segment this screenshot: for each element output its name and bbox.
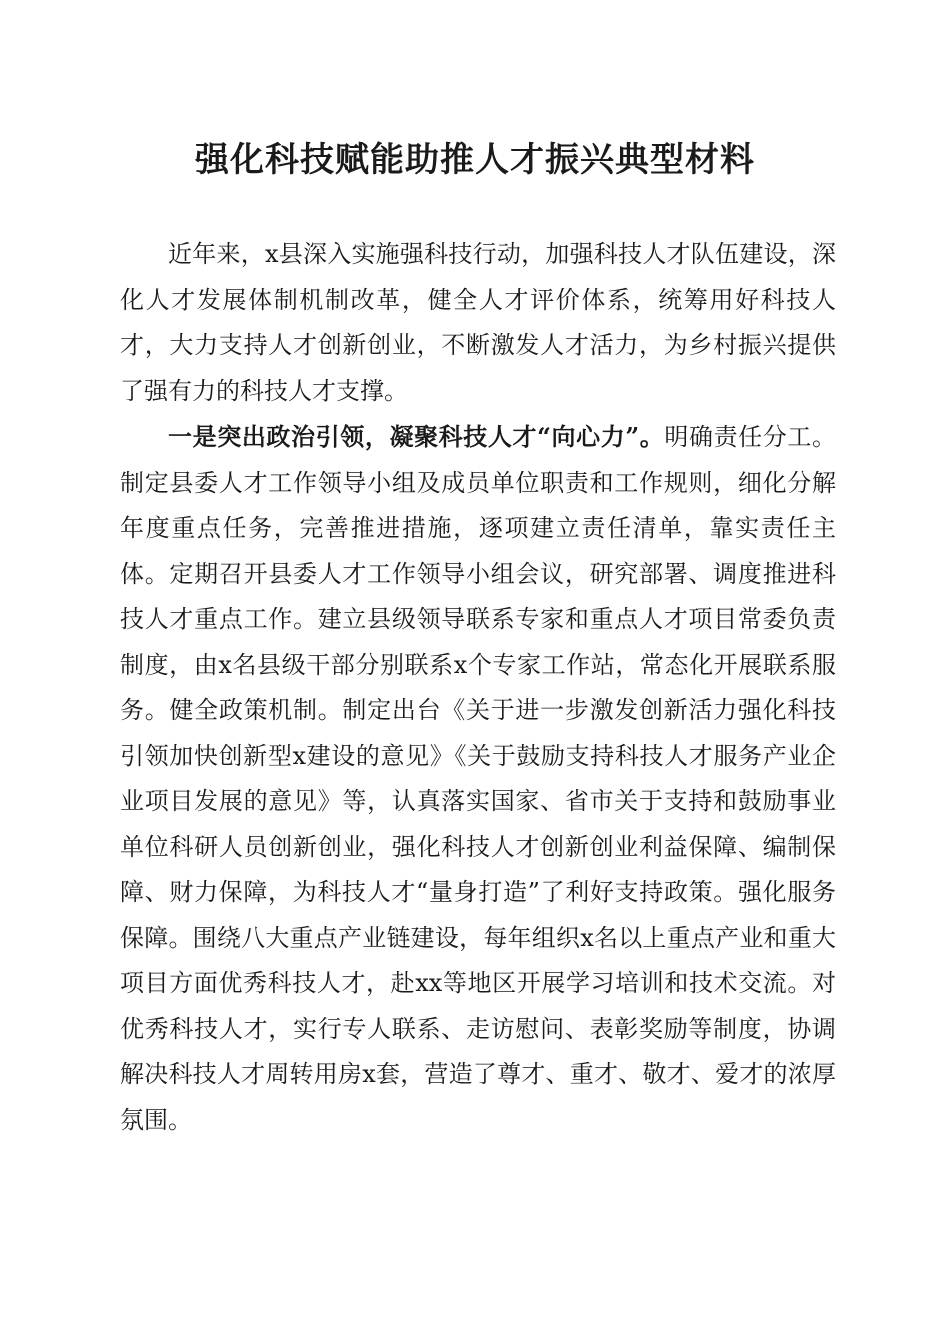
section-one-heading: 一是突出政治引领，凝聚科技人才“向心力”。 bbox=[168, 422, 665, 451]
intro-paragraph-text: 近年来，x县深入实施强科技行动，加强科技人才队伍建设，深化人才发展体制机制改革，健全人才评价体系，统筹用好科技人才，大力支持人才创新创业，不断激发人才活力，为乡村振兴提供了强有力的科技人才支撑。 bbox=[120, 240, 836, 405]
section-one-text: 明确责任分工。制定县委人才工作领导小组及成员单位职责和工作规则，细化分解年度重点任务，完善推进措施，逐项建立责任清单，靠实责任主体。定期召开县委人才工作领导小组会议，研究部署、调度推进科技人才重点工作。建立县级领导联系专家和重点人才项目常委负责制度，由x名县级干部分别联系x个专家工作站，常态化开展联系服务。健全政策机制。制定出台《关于进一步激发创新活力强化科技引领加快创新型x建设的意见》《关于鼓励支持科技人才服务产业企业项目发展的意见》等，认真落实国家、省市关于支持和鼓励事业单位科研人员创新创业，强化科技人才创新创业利益保障、编制保障、财力保障，为科技人才“量身打造”了利好支持政策。强化服务保障。围绕八大重点产业链建设，每年组织x名以上重点产业和重大项目方面优秀科技人才，赴xx等地区开展学习培训和技术交流。对优秀科技人才，实行专人联系、走访慰问、表彰奖励等制度，协调解决科技人才周转用房x套，营造了尊才、重才、敬才、爱才的浓厚氛围。 bbox=[120, 423, 837, 1134]
document-body bbox=[120, 232, 836, 1143]
intro-paragraph bbox=[120, 232, 836, 414]
section-one-paragraph bbox=[120, 414, 836, 1143]
document-title: 强化科技赋能助推人才振兴典型材料 bbox=[195, 140, 755, 180]
